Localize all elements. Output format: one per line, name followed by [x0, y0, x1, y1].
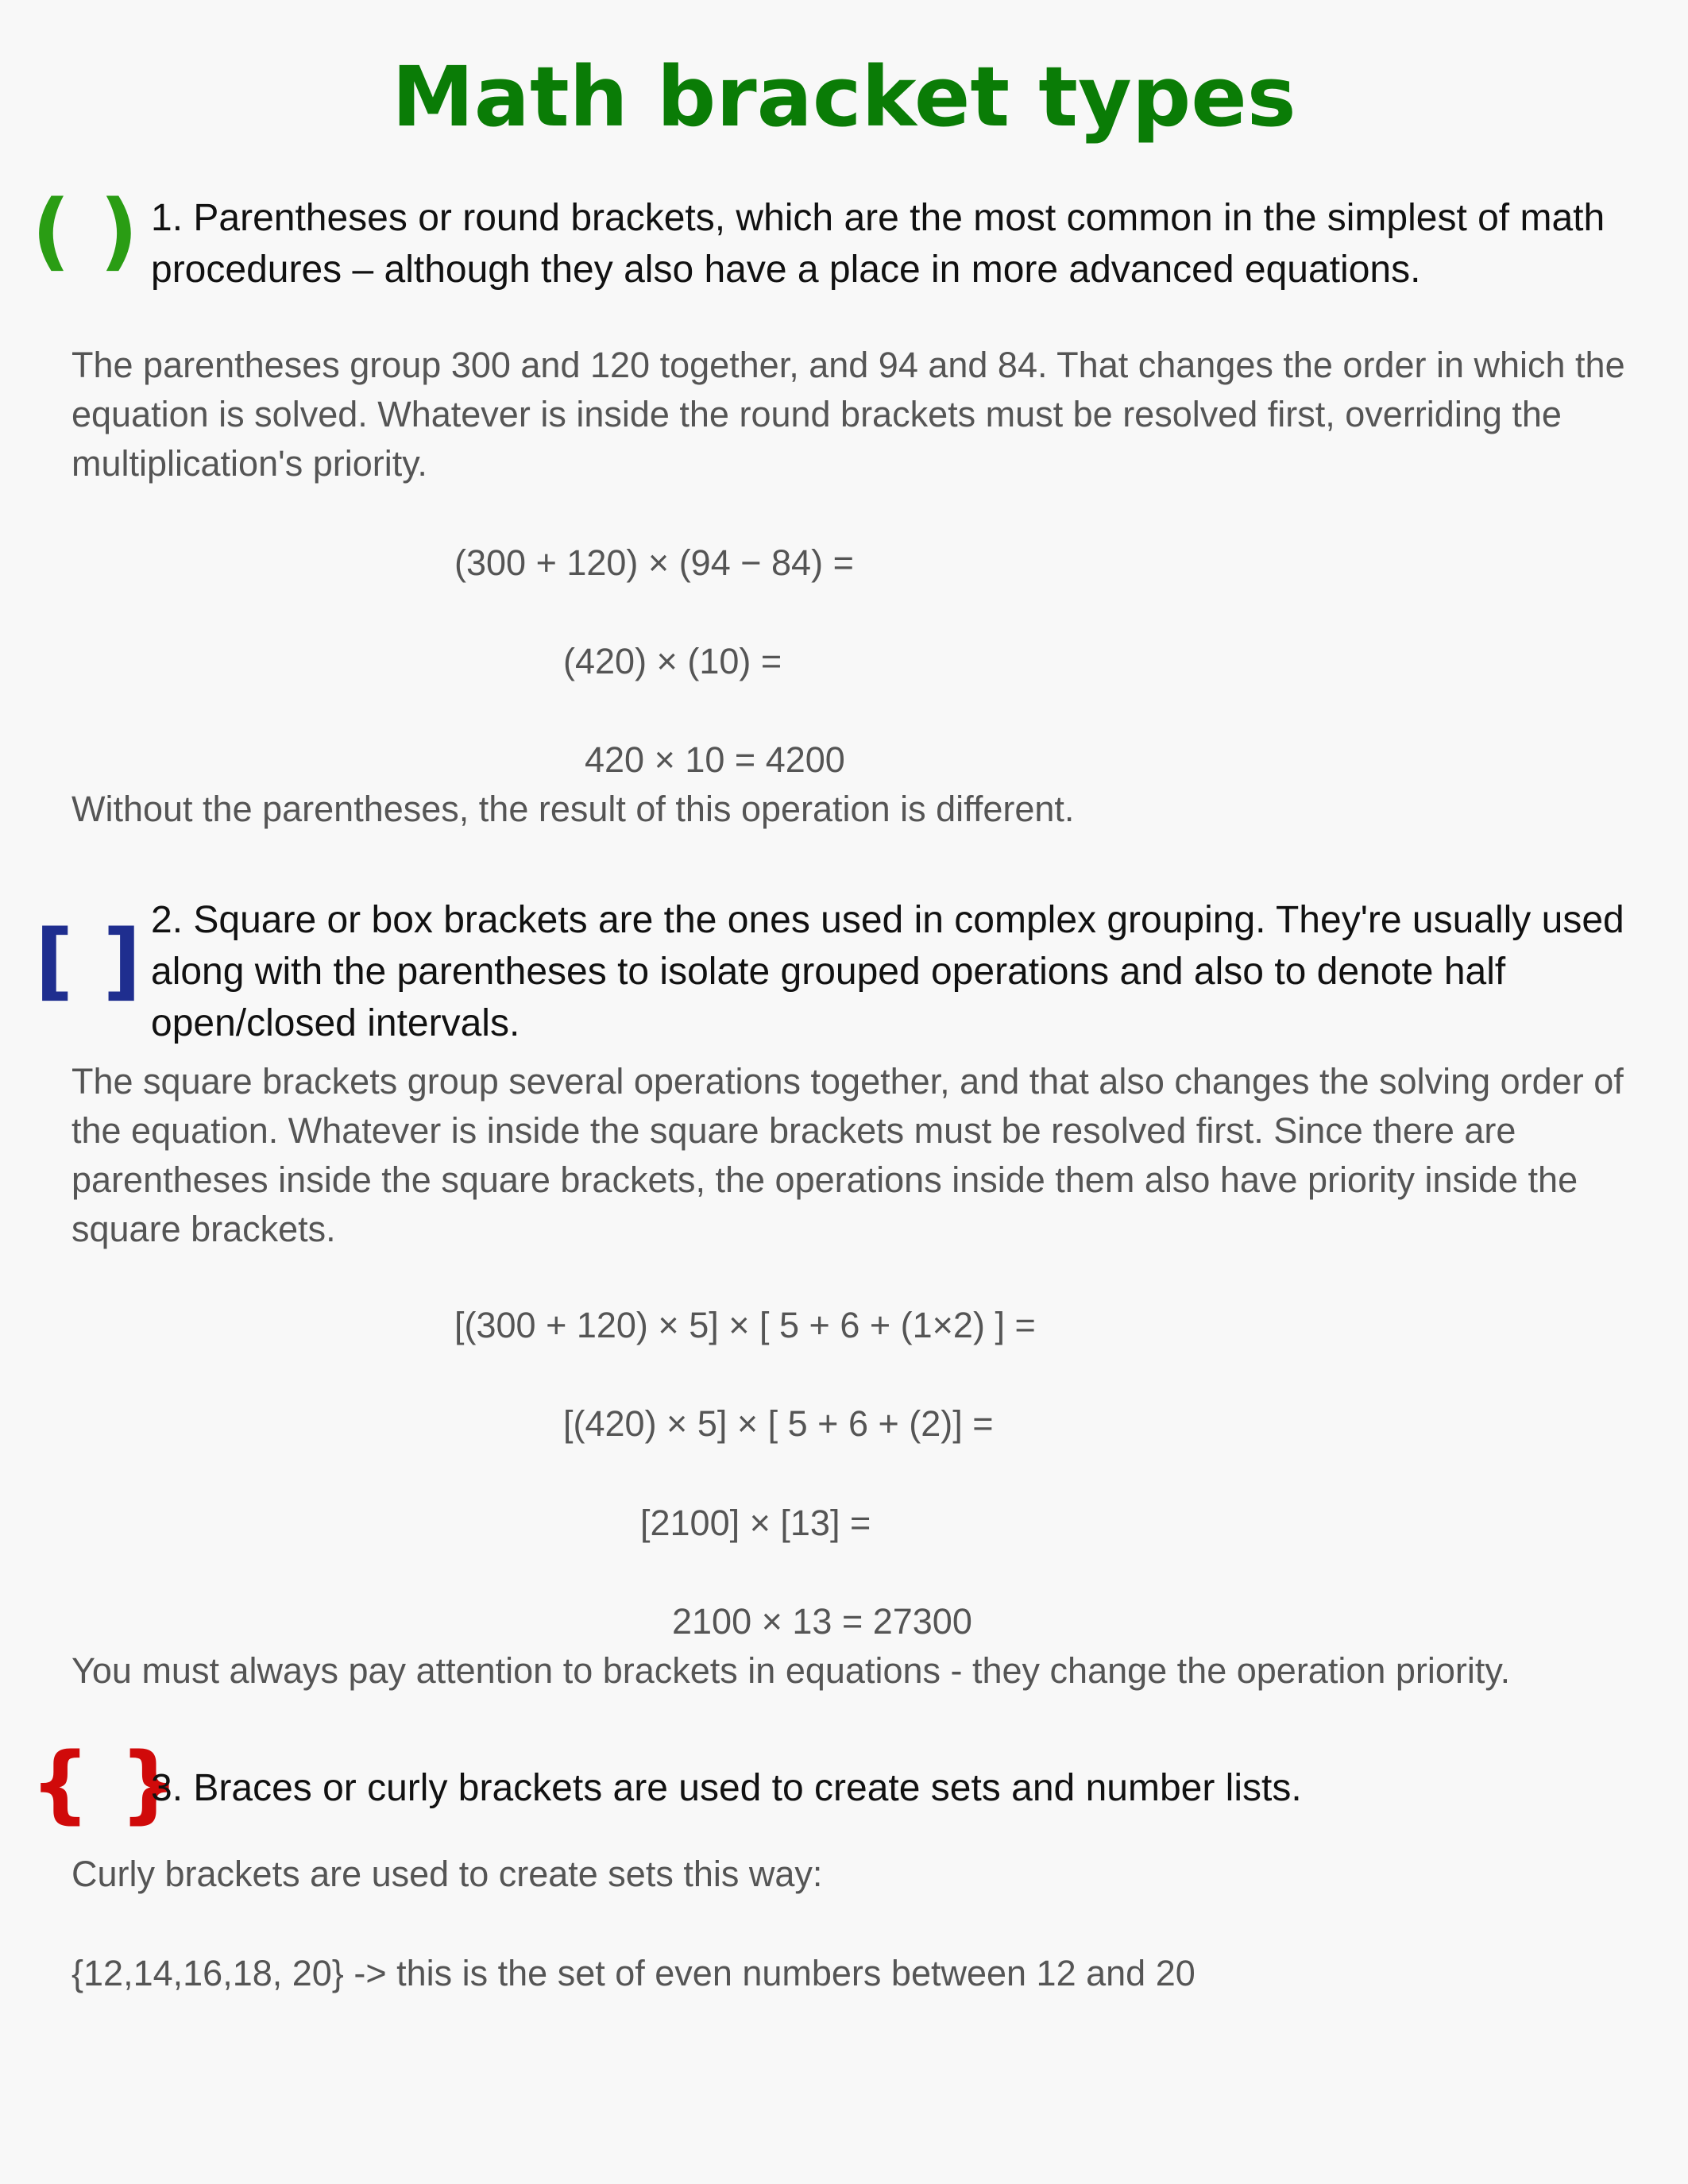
section-description-square: The square brackets group several operations together, and that also changes the solving order of the equation. Whatever is inside the square brackets must be resolved first. Since there are parentheses inside the square brackets, the operations inside them also have priority inside the square brackets.: [71, 1061, 1624, 1249]
parentheses-icon: ( ): [32, 182, 138, 280]
equation-line: [2100] × [13] =: [640, 1503, 871, 1543]
page-title: Math bracket types: [392, 48, 1296, 145]
equation-line: (300 + 120) × (94 − 84) =: [454, 542, 854, 583]
equation-line: (420) × (10) =: [563, 641, 782, 681]
section-heading-parentheses: 1. Parentheses or round brackets, which are the most common in the simplest of math procedures – although they also have a place in more advanced equations.: [151, 197, 1605, 291]
section-description-curly: Curly brackets are used to create sets this way:: [71, 1854, 823, 1894]
equation-line: [(300 + 120) × 5] × [ 5 + 6 + (1×2) ] =: [454, 1305, 1036, 1345]
equation-line: [(420) × 5] × [ 5 + 6 + (2)] =: [563, 1403, 994, 1444]
section-note-square: You must always pay attention to brackets in equations - they change the operation priority.: [71, 1650, 1511, 1691]
equation-line: 420 × 10 = 4200: [585, 739, 845, 780]
section-heading-square: 2. Square or box brackets are the ones used in complex grouping. They're usually used along with the parentheses to isolate grouped operations and also to denote half open/closed intervals.: [151, 899, 1624, 1044]
equation-line: 2100 × 13 = 27300: [672, 1601, 972, 1642]
curly-braces-icon: { }: [30, 1734, 180, 1832]
set-example: {12,14,16,18, 20} -> this is the set of even numbers between 12 and 20: [71, 1953, 1196, 1993]
section-heading-curly: 3. Braces or curly brackets are used to create sets and number lists.: [151, 1767, 1302, 1809]
section-description-parentheses: The parentheses group 300 and 120 together, and 94 and 84. That changes the order in which the equation is solved. Whatever is inside the round brackets must be resolved first, overriding the multiplication's priority.: [71, 345, 1625, 484]
square-brackets-icon: [ ]: [35, 912, 141, 1009]
section-note-parentheses: Without the parentheses, the result of this operation is different.: [71, 789, 1075, 829]
